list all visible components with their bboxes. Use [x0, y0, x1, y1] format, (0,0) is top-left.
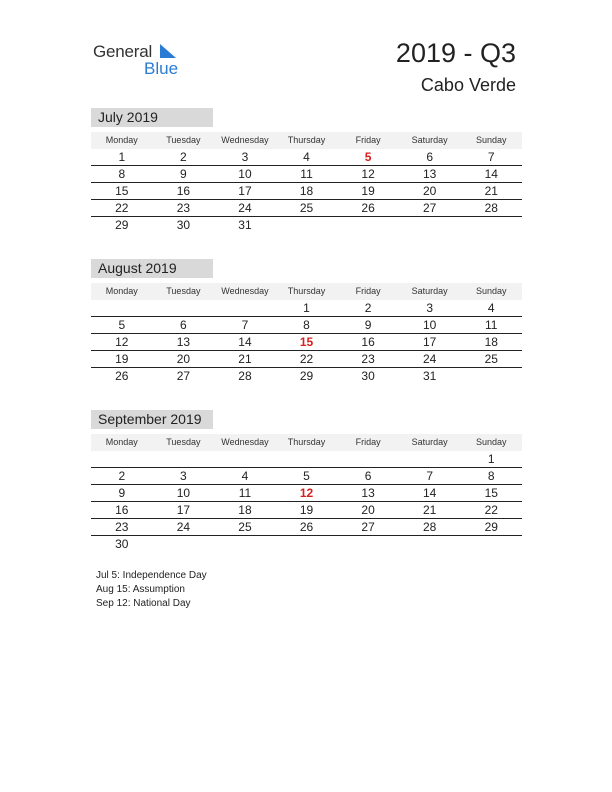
day-cell	[460, 536, 522, 553]
day-cell: 6	[364, 469, 372, 483]
day-cell: 30	[115, 537, 129, 551]
day-cell: 11	[238, 486, 252, 500]
day-cell: 15	[484, 486, 498, 500]
day-cell	[91, 451, 153, 467]
week-row	[91, 200, 522, 217]
day-cell: 21	[484, 184, 498, 198]
day-cell: 4	[487, 301, 495, 315]
week-row	[91, 334, 522, 351]
month-grid	[91, 132, 522, 234]
day-cell: 16	[115, 503, 129, 517]
day-cell: 24	[176, 520, 191, 534]
holiday-notes	[96, 569, 207, 611]
week-row	[91, 519, 522, 536]
weekday-header: Saturday	[411, 135, 448, 145]
day-cell	[337, 217, 399, 234]
holiday-note: Jul 5: Independence Day	[96, 570, 207, 581]
weekday-header: Monday	[105, 286, 138, 296]
day-cell: 20	[176, 352, 191, 366]
day-cell: 28	[484, 201, 498, 215]
holiday-note: Sep 12: National Day	[96, 598, 191, 609]
day-cell: 11	[485, 318, 498, 332]
day-cell: 23	[176, 201, 191, 215]
day-cell	[276, 536, 338, 553]
holiday-day-cell: 15	[299, 335, 314, 349]
day-cell: 22	[115, 201, 129, 215]
day-cell	[276, 217, 338, 234]
month-label: July 2019	[91, 108, 213, 127]
day-cell: 4	[303, 150, 310, 164]
day-cell: 24	[238, 201, 252, 215]
day-cell: 15	[115, 184, 129, 198]
day-cell	[337, 451, 399, 467]
day-cell: 25	[299, 201, 314, 215]
day-cell: 27	[176, 369, 191, 383]
day-cell: 21	[423, 503, 437, 517]
weekday-header: Saturday	[411, 286, 448, 296]
day-cell: 10	[238, 167, 252, 181]
day-cell: 27	[361, 520, 375, 534]
day-cell: 19	[299, 503, 314, 517]
day-cell: 8	[118, 167, 126, 181]
day-cell	[399, 536, 461, 553]
day-cell: 5	[303, 469, 310, 483]
weekday-header: Friday	[355, 135, 381, 145]
week-row	[91, 502, 522, 519]
holiday-day-cell: 12	[299, 486, 314, 500]
day-cell: 30	[361, 369, 375, 383]
weekday-header: Monday	[105, 437, 138, 447]
day-cell: 29	[115, 218, 129, 232]
day-cell: 6	[180, 318, 187, 332]
week-row	[91, 485, 522, 502]
country-name: Cabo Verde	[420, 75, 516, 95]
day-cell: 8	[487, 469, 495, 483]
day-cell: 10	[423, 318, 437, 332]
week-row	[91, 468, 522, 485]
day-cell: 29	[299, 369, 314, 383]
day-cell	[153, 300, 215, 316]
day-cell: 14	[238, 335, 252, 349]
day-cell	[337, 536, 399, 553]
day-cell: 1	[487, 452, 495, 466]
day-cell: 13	[423, 167, 437, 181]
day-cell: 2	[118, 469, 126, 483]
day-cell: 4	[241, 469, 249, 483]
day-cell: 16	[176, 184, 191, 198]
month-grid	[91, 283, 522, 385]
day-cell	[399, 451, 461, 467]
weekday-header: Thursday	[287, 286, 326, 296]
day-cell: 1	[303, 301, 310, 315]
weekday-header: Wednesday	[221, 286, 269, 296]
day-cell: 9	[180, 167, 187, 181]
day-cell: 17	[176, 503, 191, 517]
day-cell: 20	[423, 184, 437, 198]
day-cell: 24	[423, 352, 437, 366]
day-cell: 7	[241, 318, 249, 332]
day-cell: 3	[180, 469, 187, 483]
weekday-header-row	[91, 434, 522, 451]
day-cell: 5	[118, 318, 126, 332]
day-cell	[460, 368, 522, 385]
weekday-header: Thursday	[287, 437, 326, 447]
day-cell: 13	[361, 486, 375, 500]
day-cell: 31	[423, 369, 437, 383]
day-cell	[214, 451, 276, 467]
week-row	[91, 317, 522, 334]
day-cell: 6	[426, 150, 434, 164]
day-cell: 17	[423, 335, 437, 349]
logo-text-general: General	[93, 42, 153, 61]
day-cell: 9	[118, 486, 126, 500]
day-cell: 21	[238, 352, 252, 366]
day-cell: 3	[426, 301, 434, 315]
weekday-header: Saturday	[411, 437, 448, 447]
holiday-note: Aug 15: Assumption	[96, 584, 185, 595]
weekday-header: Thursday	[287, 135, 326, 145]
week-row	[91, 183, 522, 200]
day-cell: 18	[238, 503, 252, 517]
day-cell	[153, 536, 215, 553]
logo-text-blue: Blue	[144, 59, 179, 78]
day-cell: 22	[299, 352, 314, 366]
day-cell	[214, 300, 276, 316]
day-cell: 1	[118, 150, 126, 164]
weekday-header-row	[91, 132, 522, 149]
day-cell	[214, 536, 276, 553]
day-cell: 7	[487, 150, 495, 164]
day-cell: 2	[180, 150, 187, 164]
weekday-header: Tuesday	[166, 286, 201, 296]
day-cell: 14	[423, 486, 437, 500]
day-cell: 29	[484, 520, 498, 534]
day-cell	[153, 451, 215, 467]
day-cell: 12	[361, 167, 375, 181]
week-row	[91, 217, 522, 234]
month-calendar-august	[91, 259, 522, 385]
weekday-header: Sunday	[475, 286, 507, 296]
month-label: September 2019	[91, 410, 213, 429]
month-grid	[91, 434, 522, 553]
weekday-header: Wednesday	[221, 437, 269, 447]
week-row	[91, 368, 522, 385]
day-cell: 16	[361, 335, 375, 349]
day-cell	[276, 451, 338, 467]
month-calendar-september	[91, 410, 522, 553]
day-cell: 23	[115, 520, 129, 534]
day-cell: 28	[423, 520, 437, 534]
day-cell: 18	[484, 335, 498, 349]
day-cell: 19	[361, 184, 375, 198]
weekday-header: Tuesday	[166, 135, 201, 145]
day-cell: 23	[361, 352, 375, 366]
day-cell: 26	[115, 369, 129, 383]
month-calendar-july	[91, 108, 522, 234]
week-row	[91, 166, 522, 183]
weekday-header: Wednesday	[221, 135, 269, 145]
day-cell: 30	[176, 218, 191, 232]
day-cell: 12	[115, 335, 129, 349]
logo-triangle-icon	[160, 44, 176, 58]
day-cell: 28	[238, 369, 252, 383]
weekday-header: Monday	[105, 135, 138, 145]
week-row	[91, 300, 522, 317]
generalblue-logo	[93, 40, 203, 80]
day-cell: 19	[115, 352, 129, 366]
day-cell: 27	[423, 201, 437, 215]
day-cell: 20	[361, 503, 375, 517]
day-cell: 9	[364, 318, 372, 332]
day-cell: 26	[361, 201, 375, 215]
page-title: 2019 - Q3	[395, 38, 516, 68]
weekday-header: Friday	[355, 437, 381, 447]
day-cell: 31	[238, 218, 252, 232]
day-cell	[399, 217, 461, 234]
day-cell: 2	[364, 301, 372, 315]
day-cell: 25	[484, 352, 498, 366]
day-cell: 25	[238, 520, 252, 534]
day-cell: 10	[176, 486, 191, 500]
week-row	[91, 536, 522, 553]
day-cell	[460, 217, 522, 234]
day-cell: 11	[300, 167, 313, 181]
weekday-header: Sunday	[475, 437, 507, 447]
holiday-day-cell: 5	[364, 150, 372, 164]
week-row	[91, 149, 522, 166]
day-cell: 17	[238, 184, 252, 198]
day-cell	[91, 300, 153, 316]
weekday-header: Friday	[355, 286, 381, 296]
week-row	[91, 451, 522, 468]
day-cell: 8	[303, 318, 310, 332]
day-cell: 7	[426, 469, 434, 483]
day-cell: 3	[241, 150, 249, 164]
month-label: August 2019	[91, 259, 213, 278]
day-cell: 13	[176, 335, 191, 349]
weekday-header: Sunday	[475, 135, 507, 145]
week-row	[91, 351, 522, 368]
day-cell: 14	[484, 167, 498, 181]
weekday-header: Tuesday	[166, 437, 201, 447]
day-cell: 26	[299, 520, 314, 534]
day-cell: 18	[299, 184, 314, 198]
weekday-header-row	[91, 283, 522, 300]
day-cell: 22	[484, 503, 498, 517]
